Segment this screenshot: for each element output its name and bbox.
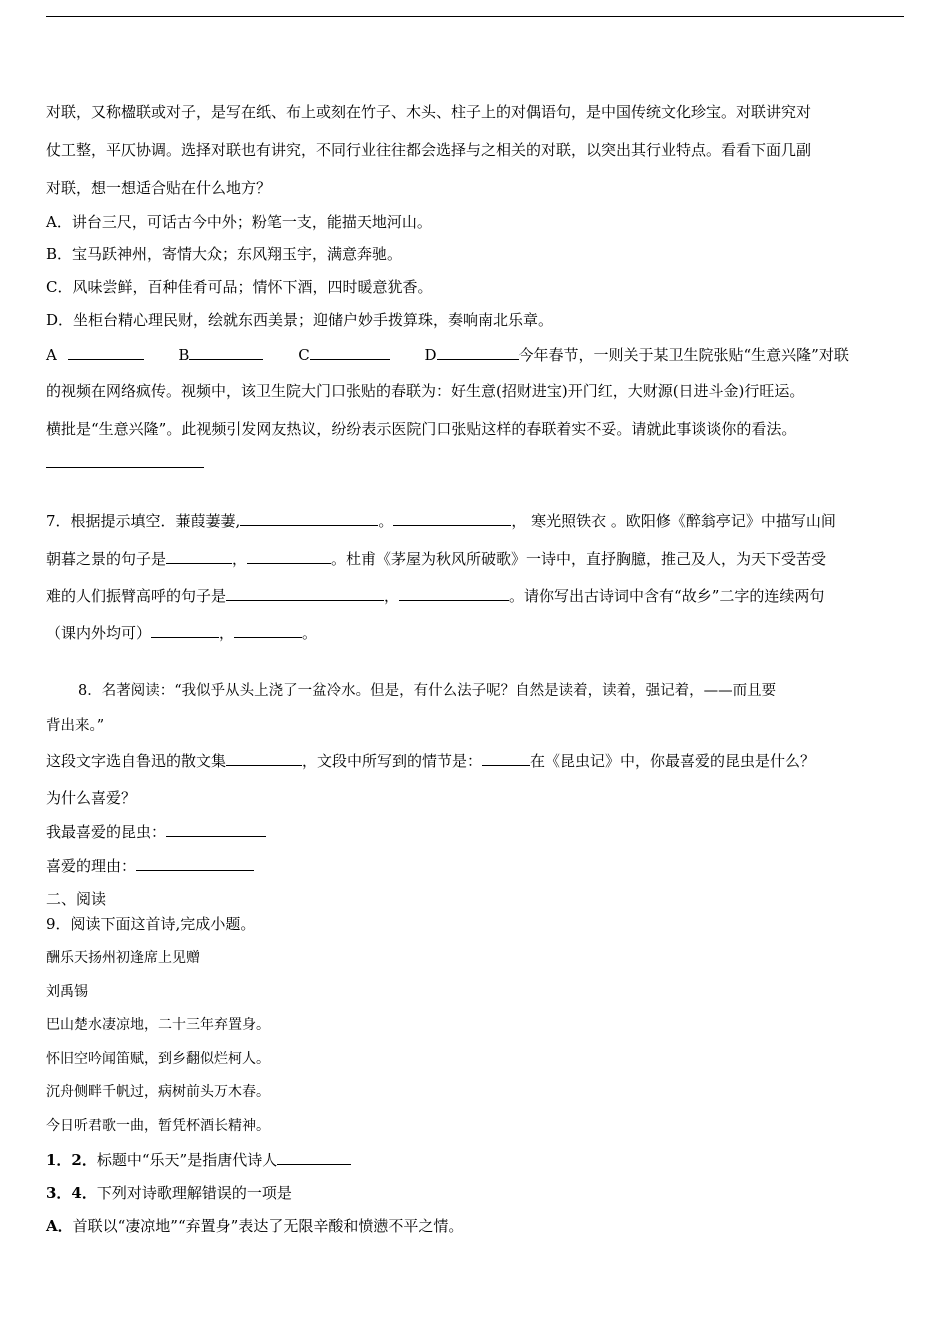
q6-blank-c[interactable] [310,344,390,360]
q6-blank-b[interactable] [189,344,263,360]
q7-text-4: 难的人们振臂高呼的句子是 [46,587,227,605]
q8-insect-line [46,821,266,842]
q8-quote-line-2: 背出来。” [46,718,105,734]
q7-text-6: （课内外均可） [46,624,152,642]
q7-text-2: 朝暮之景的句子是 [46,550,167,568]
q9-option-a [46,1216,463,1236]
q9-sub2-number: 3．4． [46,1184,97,1202]
q7-blank-2[interactable] [393,510,511,526]
poem-author: 刘禹锡 [46,984,88,1000]
q6-option-d: D．坐柜台精心理民财，绘就东西美景；迎储户妙手拨算珠，奏响南北乐章。 [46,311,554,329]
q6-opinion-answer-line [46,452,204,473]
q8-blank-plot[interactable] [482,750,530,766]
q6-intro-line-1: 对联，又称楹联或对子，是写在纸、布上或刻在竹子、木头、柱子上的对偶语句，是中国传统文化珍宝。对联讲究对 [46,103,812,121]
q8-text-1: 这段文字选自鲁迅的散文集 [46,752,227,770]
q9-subquestion-1 [46,1149,351,1170]
q7-punct-5: 。 [302,624,318,642]
q7-blank-7[interactable] [151,622,219,638]
q7-text-3: 。杜甫《茅屋为秋风所破歌》一诗中，直抒胸臆，推己及人，为天下受苦受 [331,550,827,568]
q6-blank-a-label: A [46,346,57,364]
poem-line-3: 沉舟侧畔千帆过，病树前头万木春。 [46,1084,270,1100]
q7-punct-4: ， [219,624,235,642]
q6-intro-line-2: 仗工整，平仄协调。选择对联也有讲究，不同行业往往都会选择与之相关的对联，以突出其行业特点。看看下面几副 [46,141,812,159]
q6-blank-a[interactable] [68,344,144,360]
q7-text-1: ， 寒光照铁衣 。欧阳修《醉翁亭记》中描写山间 [511,512,836,530]
q6-blank-d-label: D [424,346,437,364]
q9-option-a-text: 首联以“凄凉地”“弃置身”表达了无限辛酸和愤懑不平之情。 [72,1217,464,1235]
q6-opinion-blank[interactable] [46,452,204,468]
poem-title: 酬乐天扬州初逢席上见赠 [46,950,200,966]
q6-news-line-1: 今年春节，一则关于某卫生院张贴“生意兴隆”对联 [518,346,849,364]
q8-text-2: ，文段中所写到的情节是： [302,752,483,770]
q6-option-b: B．宝马跃神州，寄情大众；东风翔玉宇，满意奔驰。 [46,245,403,263]
q7-blank-1[interactable] [240,510,378,526]
q8-quote-line-1: 8．名著阅读：“我似乎从头上浇了一盆冷水。但是，有什么法子呢？自然是读着，读着，强记着，——而且要 [78,683,777,699]
q9-prompt: 9．阅读下面这首诗,完成小题。 [46,915,256,933]
q6-answer-line [46,344,849,365]
q9-sub1-number: 1．2． [46,1151,97,1169]
q8-text-3: 在《昆虫记》中，你最喜爱的昆虫是什么？ [530,752,816,770]
poem-line-2: 怀旧空吟闻笛赋，到乡翻似烂柯人。 [46,1051,270,1067]
q8-reason-line [46,855,254,876]
q7-blank-4[interactable] [247,548,331,564]
poem-line-1: 巴山楚水凄凉地，二十三年弃置身。 [46,1017,270,1033]
q7-blank-6[interactable] [399,585,509,601]
q8-reason-blank[interactable] [136,855,254,871]
q6-blank-d[interactable] [437,344,519,360]
q9-sub2-text: 下列对诗歌理解错误的一项是 [96,1184,292,1202]
q6-option-c: C．风味尝鲜，百种佳肴可品；情怀下酒，四时暖意犹香。 [46,278,433,296]
q9-sub1-text: 标题中“乐天”是指唐代诗人 [96,1151,278,1169]
q7-blank-8[interactable] [234,622,302,638]
poem-line-4: 今日听君歌一曲，暂凭杯酒长精神。 [46,1118,270,1134]
header-rule [46,16,904,17]
q8-line-4: 为什么喜爱？ [46,789,137,807]
q7-punct-1: 。 [378,512,394,530]
q7-text-5: 。请你写出古诗词中含有“故乡”二字的连续两句 [509,587,825,605]
q6-intro-line-3: 对联，想一想适合贴在什么地方？ [46,179,272,197]
q6-news-line-2: 的视频在网络疯传。视频中，该卫生院大门口张贴的春联为：好生意(招财进宝)开门红，大财源(日进斗金)行旺运。 [46,382,805,400]
q8-line-3 [46,750,815,771]
q7-punct-2: ， [232,550,248,568]
q7-line-4 [46,622,317,643]
q8-insect-label: 我最喜爱的昆虫： [46,823,167,841]
q7-prompt: 7．根据提示填空．蒹葭萋萋, [46,512,241,530]
q8-insect-blank[interactable] [166,821,266,837]
q7-blank-5[interactable] [226,585,384,601]
q8-blank-collection[interactable] [226,750,302,766]
q9-subquestion-2 [46,1183,292,1203]
q6-news-line-3: 横批是“生意兴隆”。此视频引发网友热议，纷纷表示医院门口张贴这样的春联着实不妥。请就此事谈谈你的看法。 [46,420,797,438]
q9-sub1-blank[interactable] [277,1149,351,1165]
q7-line-1 [46,510,836,531]
q6-blank-b-label: B [178,346,190,364]
section-heading: 二、阅读 [46,890,107,908]
q7-line-2 [46,548,826,569]
q7-punct-3: ， [384,587,400,605]
q7-line-3 [46,585,824,606]
q7-blank-3[interactable] [166,548,232,564]
q6-blank-c-label: C [298,346,310,364]
q9-option-a-label: A． [46,1217,73,1235]
q8-reason-label: 喜爱的理由： [46,857,137,875]
q6-option-a: A．讲台三尺，可话古今中外；粉笔一支，能描天地河山。 [46,213,432,231]
